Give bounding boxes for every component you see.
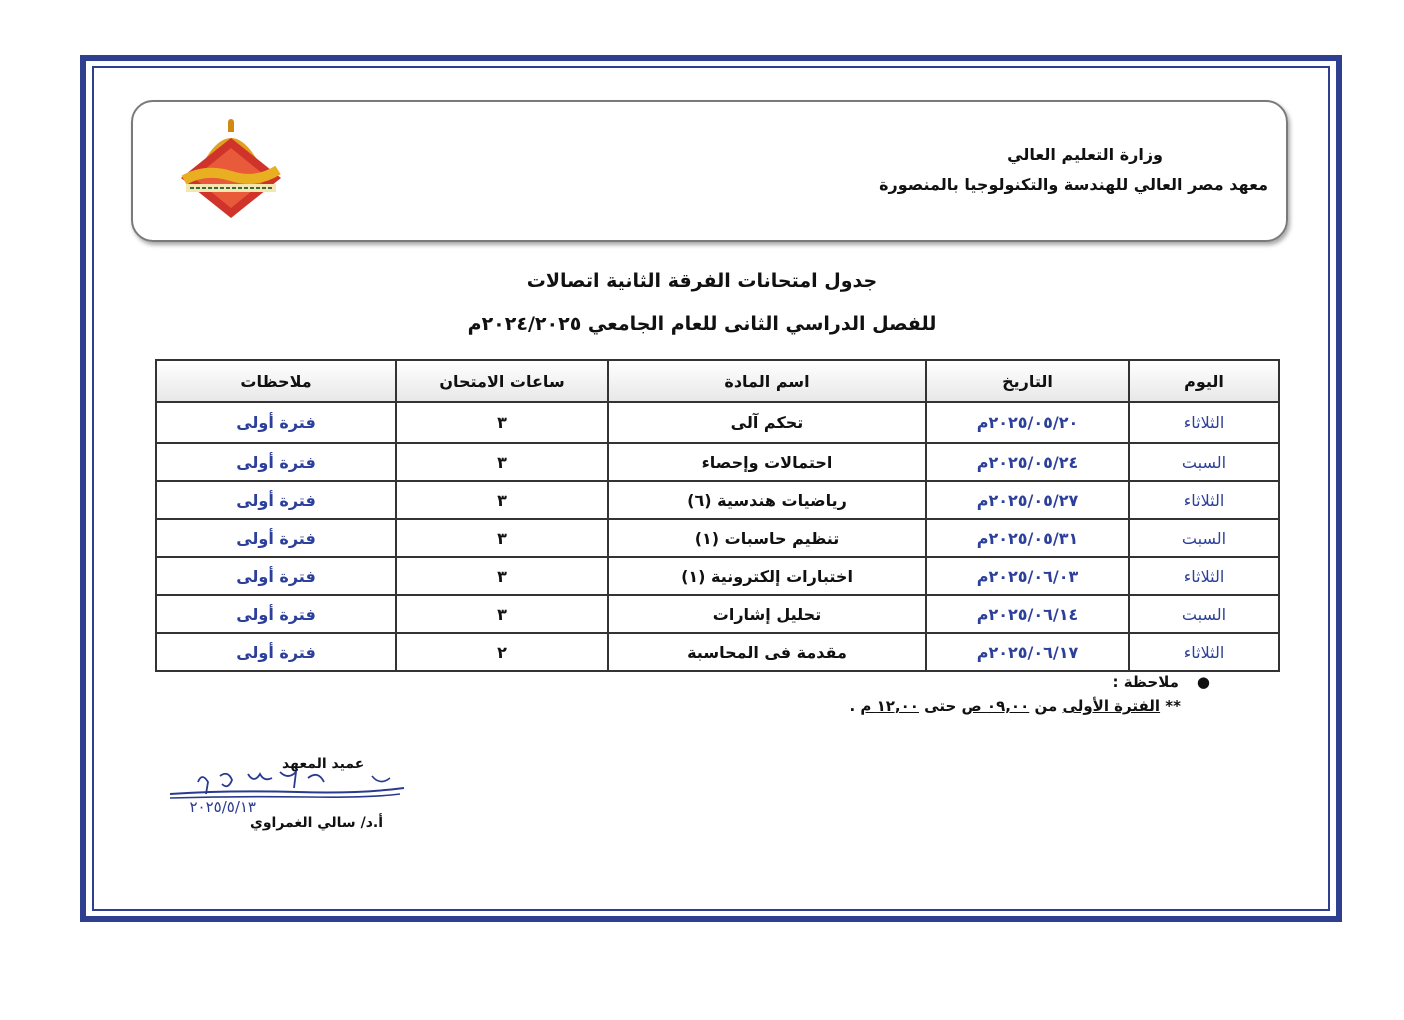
column-header-hours: ساعات الامتحان	[396, 360, 608, 402]
note-suffix: .	[849, 697, 856, 715]
note-to: حتى	[924, 697, 957, 715]
table-row	[156, 481, 1279, 519]
cell-hours: ٣	[396, 402, 608, 443]
cell-day: السبت	[1129, 443, 1279, 481]
cell-notes: فترة أولى	[156, 633, 396, 671]
cell-day: الثلاثاء	[1129, 481, 1279, 519]
cell-date: ٢٠٢٥/٠٦/١٧م	[926, 633, 1129, 671]
cell-hours: ٣	[396, 481, 608, 519]
cell-notes: فترة أولى	[156, 557, 396, 595]
cell-day: الثلاثاء	[1129, 557, 1279, 595]
dean-title: عميد المعهد	[282, 756, 365, 772]
note-prefix: **	[1165, 697, 1181, 715]
column-header-subject: اسم المادة	[608, 360, 926, 402]
cell-subject: تنظيم حاسبات (١)	[608, 519, 926, 557]
cell-date: ٢٠٢٥/٠٥/٣١م	[926, 519, 1129, 557]
svg-text:٢٠٢٥/٥/١٣: ٢٠٢٥/٥/١٣	[189, 798, 256, 816]
note-label	[1112, 673, 1210, 691]
table-row	[156, 633, 1279, 671]
note-label-text: ملاحظة :	[1112, 673, 1179, 691]
note-text	[849, 697, 1181, 715]
document-title: جدول امتحانات الفرقة الثانية اتصالات	[526, 270, 878, 292]
cell-date: ٢٠٢٥/٠٥/٢٧م	[926, 481, 1129, 519]
note-start-time: ٠٩,٠٠ ص	[961, 697, 1030, 715]
exam-schedule-table	[155, 359, 1280, 672]
institute-name: معهد مصر العالي للهندسة والتكنولوجيا بالمنصورة	[879, 175, 1268, 194]
bullet-icon: ●	[1196, 673, 1210, 691]
cell-day: السبت	[1129, 519, 1279, 557]
table-row	[156, 557, 1279, 595]
institute-logo-icon	[176, 118, 286, 218]
document-subtitle: للفصل الدراسي الثانى للعام الجامعي ٢٠٢٤/٢٠٢٥م	[467, 313, 937, 335]
cell-subject: مقدمة فى المحاسبة	[608, 633, 926, 671]
dean-name: أ.د/ سالي الغمراوي	[250, 815, 383, 831]
cell-date: ٢٠٢٥/٠٥/٢٤م	[926, 443, 1129, 481]
cell-day: السبت	[1129, 595, 1279, 633]
note-period: الفترة الأولى	[1062, 697, 1161, 715]
cell-hours: ٣	[396, 595, 608, 633]
cell-hours: ٣	[396, 443, 608, 481]
ministry-name: وزارة التعليم العالي	[1007, 145, 1163, 164]
cell-subject: اختبارات إلكترونية (١)	[608, 557, 926, 595]
cell-notes: فترة أولى	[156, 519, 396, 557]
handwritten-signature-icon	[168, 768, 408, 816]
column-header-notes: ملاحظات	[156, 360, 396, 402]
cell-notes: فترة أولى	[156, 402, 396, 443]
cell-notes: فترة أولى	[156, 443, 396, 481]
organization-block	[879, 140, 1268, 200]
cell-hours: ٣	[396, 557, 608, 595]
cell-subject: تحليل إشارات	[608, 595, 926, 633]
column-header-day: اليوم	[1129, 360, 1279, 402]
table-row	[156, 519, 1279, 557]
table-header-row	[156, 360, 1279, 402]
cell-date: ٢٠٢٥/٠٦/٠٣م	[926, 557, 1129, 595]
cell-hours: ٣	[396, 519, 608, 557]
cell-date: ٢٠٢٥/٠٥/٢٠م	[926, 402, 1129, 443]
cell-notes: فترة أولى	[156, 595, 396, 633]
cell-hours: ٢	[396, 633, 608, 671]
cell-day: الثلاثاء	[1129, 633, 1279, 671]
cell-date: ٢٠٢٥/٠٦/١٤م	[926, 595, 1129, 633]
column-header-date: التاريخ	[926, 360, 1129, 402]
cell-day: الثلاثاء	[1129, 402, 1279, 443]
table-row	[156, 402, 1279, 443]
table-row	[156, 443, 1279, 481]
cell-subject: احتمالات وإحصاء	[608, 443, 926, 481]
note-from: من	[1034, 697, 1058, 715]
cell-notes: فترة أولى	[156, 481, 396, 519]
cell-subject: تحكم آلى	[608, 402, 926, 443]
cell-subject: رياضيات هندسية (٦)	[608, 481, 926, 519]
table-row	[156, 595, 1279, 633]
note-end-time: ١٢,٠٠ م	[860, 697, 919, 715]
